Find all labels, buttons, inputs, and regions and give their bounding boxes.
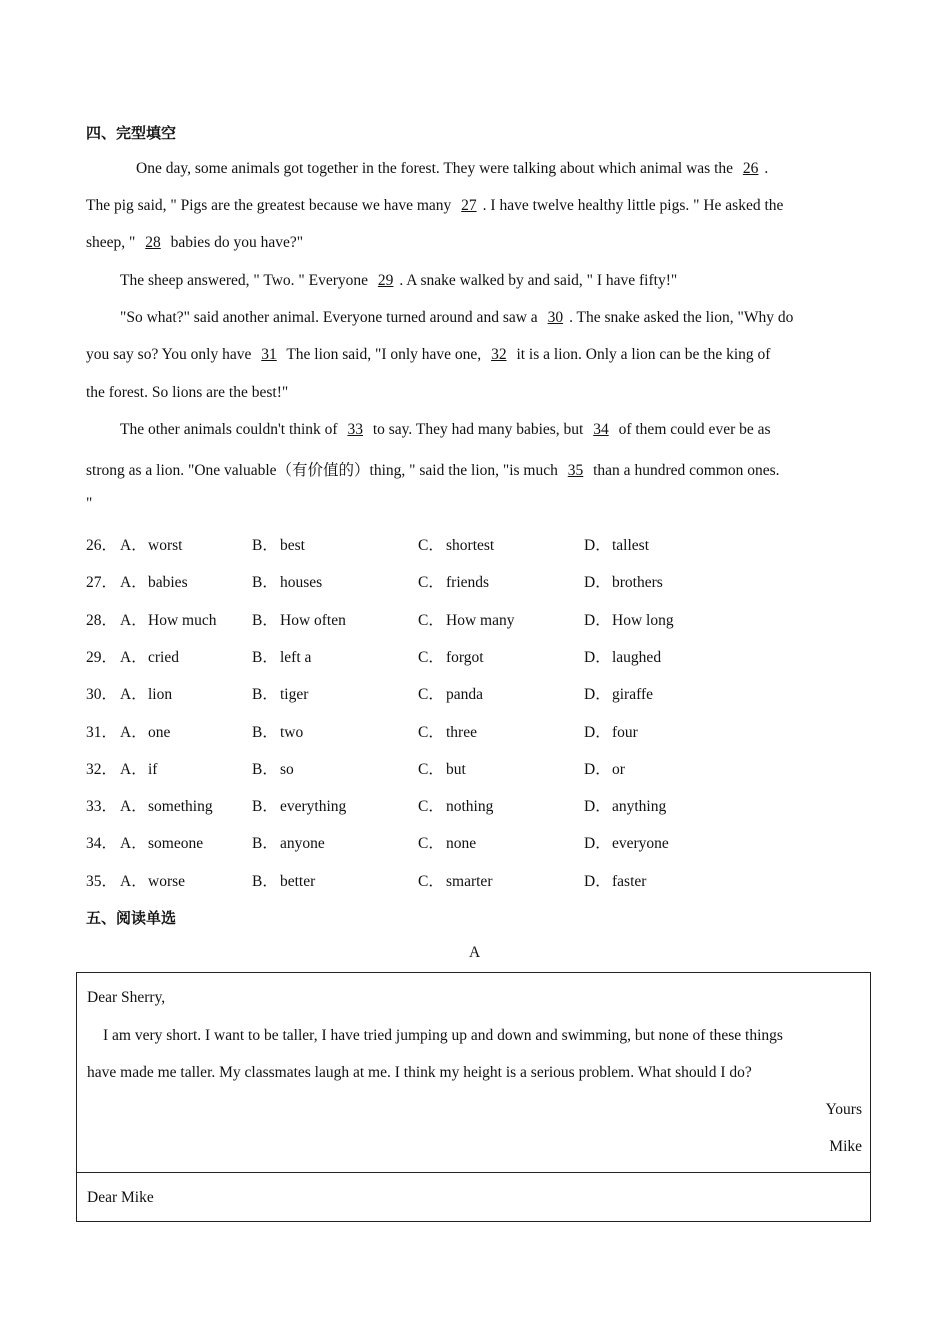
option-c [418, 794, 493, 816]
option-text: forgot [446, 648, 484, 666]
option-d [584, 794, 666, 816]
option-letter: C． [418, 723, 444, 741]
question-row [86, 869, 786, 891]
text: sheep, " [86, 234, 140, 251]
question-row [86, 570, 786, 592]
blank-33: 33 [347, 421, 363, 438]
option-d [584, 533, 649, 555]
option-letter: C． [418, 686, 444, 704]
text: it is a lion. Only a lion can be the king of [512, 346, 771, 363]
letter-line-1: I am very short. I want to be taller, I have tried jumping up and down and swimming, but none of these things [103, 1027, 783, 1044]
question-number: 26． [86, 537, 118, 554]
blank-29: 29 [377, 272, 394, 289]
option-text: houses [280, 574, 323, 592]
question-number: 32． [86, 760, 118, 778]
option-a [120, 608, 216, 630]
option-b [252, 720, 303, 742]
section-4-title: 四、完型填空 [86, 124, 177, 142]
blank-30: 30 [547, 309, 564, 326]
option-text: best [280, 537, 305, 554]
option-letter: A． [120, 798, 147, 816]
text: . The snake asked the lion, "Why do [569, 309, 794, 326]
passage-line-3 [86, 234, 303, 252]
option-text: brothers [612, 574, 663, 592]
option-letter: D． [584, 537, 611, 554]
option-letter: C． [418, 798, 444, 816]
question-row [86, 608, 786, 630]
letter-line-2: have made me taller. My classmates laugh at me. I think my height is a serious problem. What should I do? [87, 1064, 752, 1081]
option-d [584, 831, 669, 853]
option-text: so [280, 760, 294, 778]
question-row [86, 533, 786, 555]
option-d [584, 720, 638, 742]
option-a [120, 794, 213, 816]
option-text: faster [612, 872, 647, 890]
option-d [584, 570, 663, 592]
option-c [418, 682, 483, 704]
option-text: cried [148, 648, 179, 666]
option-text: everyone [612, 835, 669, 853]
option-a [120, 720, 170, 742]
text: One day, some animals got together in the forest. They were talking about which animal was the [136, 160, 737, 177]
option-letter: A． [120, 574, 147, 592]
option-letter: D． [584, 872, 611, 890]
question-number: 34． [86, 835, 118, 853]
option-letter: C． [418, 760, 444, 778]
letter-closing: Yours [825, 1101, 862, 1118]
option-text: How long [612, 611, 674, 629]
option-letter: D． [584, 798, 611, 816]
option-text: two [280, 723, 304, 741]
option-letter: C． [418, 537, 444, 554]
blank-35: 35 [567, 462, 584, 479]
option-letter: A． [120, 835, 147, 853]
passage-line-7: the forest. So lions are the best!" [86, 384, 289, 401]
option-letter: B． [252, 611, 278, 629]
passage-line-10: " [86, 495, 93, 512]
text: than a hundred common ones. [589, 462, 780, 479]
option-text: babies [148, 574, 188, 592]
text: . A snake walked by and said, " I have fifty!" [399, 272, 678, 289]
option-letter: A． [120, 648, 147, 666]
option-text: someone [148, 835, 204, 853]
option-letter: D． [584, 648, 611, 666]
passage-line-5 [120, 309, 793, 327]
question-row [86, 720, 786, 742]
question-row [86, 757, 786, 779]
question-number: 27． [86, 574, 118, 592]
blank-27: 27 [461, 197, 477, 214]
option-text: giraffe [612, 686, 654, 704]
option-text: better [280, 872, 316, 890]
option-letter: D． [584, 723, 611, 741]
option-b [252, 645, 311, 667]
option-letter: B． [252, 648, 278, 666]
text: The other animals couldn't think of [120, 421, 342, 438]
option-text: one [148, 723, 171, 741]
option-text: tallest [612, 537, 650, 554]
option-a [120, 682, 172, 704]
option-text: anyone [280, 835, 325, 853]
option-text: anything [612, 798, 667, 816]
text: you say so? You only have [86, 346, 256, 363]
option-letter: B． [252, 537, 278, 554]
option-b [252, 570, 322, 592]
option-text: nothing [446, 798, 494, 816]
blank-28: 28 [145, 234, 161, 251]
text: of them could ever be as [614, 421, 771, 438]
passage-line-2 [86, 197, 783, 215]
option-text: shortest [446, 537, 495, 554]
option-text: everything [280, 798, 347, 816]
question-row [86, 645, 786, 667]
option-letter: B． [252, 574, 278, 592]
option-letter: D． [584, 760, 611, 778]
option-text: panda [446, 686, 484, 704]
option-b [252, 869, 315, 891]
text: babies do you have?" [166, 234, 304, 251]
option-c [418, 869, 492, 891]
option-text: laughed [612, 648, 662, 666]
text: The sheep answered, " Two. " Everyone [120, 272, 372, 289]
question-row [86, 682, 786, 704]
option-text: tiger [280, 686, 309, 704]
passage-line-6 [86, 346, 770, 364]
option-letter: B． [252, 760, 278, 778]
text: The lion said, "I only have one, [282, 346, 486, 363]
option-letter: B． [252, 686, 278, 704]
passage-label: A [469, 944, 481, 961]
passage-line-1 [136, 160, 768, 178]
letter-box [76, 972, 871, 1222]
option-text: How many [446, 611, 515, 629]
text: to say. They had many babies, but [368, 421, 588, 438]
passage-line-4 [120, 272, 677, 290]
option-text: How often [280, 611, 346, 629]
option-c [418, 720, 477, 742]
option-letter: D． [584, 686, 611, 704]
passage-line-8 [120, 421, 771, 439]
option-b [252, 533, 305, 555]
option-c [418, 608, 514, 630]
option-letter: B． [252, 872, 278, 890]
option-a [120, 831, 203, 853]
option-letter: A． [120, 537, 147, 554]
option-text: or [612, 760, 625, 778]
option-b [252, 831, 325, 853]
option-text: worse [148, 872, 186, 890]
option-letter: C． [418, 648, 444, 666]
option-d [584, 645, 661, 667]
option-text: four [612, 723, 638, 741]
option-text: but [446, 760, 466, 778]
option-letter: C． [418, 574, 444, 592]
option-b [252, 682, 308, 704]
option-c [418, 533, 494, 555]
option-text: something [148, 798, 213, 816]
option-d [584, 869, 646, 891]
option-letter: C． [418, 872, 444, 890]
option-c [418, 757, 466, 779]
option-d [584, 757, 625, 779]
option-c [418, 831, 476, 853]
option-letter: A． [120, 686, 147, 704]
reply-greeting: Dear Mike [87, 1189, 154, 1206]
passage-line-9 [86, 458, 780, 480]
option-d [584, 608, 674, 630]
text: . [764, 160, 769, 177]
option-letter: D． [584, 574, 611, 592]
option-text: if [148, 760, 158, 778]
option-a [120, 869, 185, 891]
question-number: 29． [86, 648, 118, 666]
option-letter: A． [120, 872, 147, 890]
blank-31: 31 [261, 346, 277, 363]
option-d [584, 682, 653, 704]
option-b [252, 757, 294, 779]
question-number: 35． [86, 872, 118, 890]
option-letter: D． [584, 611, 611, 629]
option-a [120, 645, 179, 667]
option-letter: B． [252, 835, 278, 853]
text: The pig said, " Pigs are the greatest because we have many [86, 197, 456, 214]
option-c [418, 570, 489, 592]
question-number: 30． [86, 686, 118, 704]
question-row [86, 831, 786, 853]
question-row [86, 794, 786, 816]
question-number: 33． [86, 798, 118, 816]
blank-34: 34 [593, 421, 609, 438]
option-a [120, 570, 188, 592]
option-text: friends [446, 574, 490, 592]
option-letter: C． [418, 611, 444, 629]
option-letter: B． [252, 798, 278, 816]
option-a [120, 757, 157, 779]
letter-signature: Mike [829, 1138, 862, 1155]
option-text: left a [280, 648, 312, 666]
option-text: lion [148, 686, 173, 704]
question-number: 31． [86, 723, 118, 741]
letter-divider [77, 1172, 870, 1173]
text: . I have twelve healthy little pigs. " He asked the [482, 197, 784, 214]
option-letter: A． [120, 611, 147, 629]
blank-26: 26 [742, 160, 759, 177]
option-text: none [446, 835, 477, 853]
option-c [418, 645, 484, 667]
letter-greeting: Dear Sherry, [87, 989, 166, 1006]
option-letter: A． [120, 723, 147, 741]
option-letter: A． [120, 760, 147, 778]
blank-32: 32 [491, 346, 507, 363]
question-number: 28． [86, 611, 118, 629]
option-text: How much [148, 611, 217, 629]
option-b [252, 608, 346, 630]
option-b [252, 794, 346, 816]
option-text: smarter [446, 872, 493, 890]
section-5-title: 五、阅读单选 [86, 909, 177, 927]
option-text: three [446, 723, 477, 741]
option-text: worst [148, 537, 183, 554]
option-letter: D． [584, 835, 611, 853]
text: strong as a lion. "One valuable（有价值的）thing, " said the lion, "is much [86, 462, 562, 479]
option-letter: B． [252, 723, 278, 741]
text: "So what?" said another animal. Everyone turned around and saw a [120, 309, 542, 326]
option-a [120, 533, 182, 555]
option-letter: C． [418, 835, 444, 853]
